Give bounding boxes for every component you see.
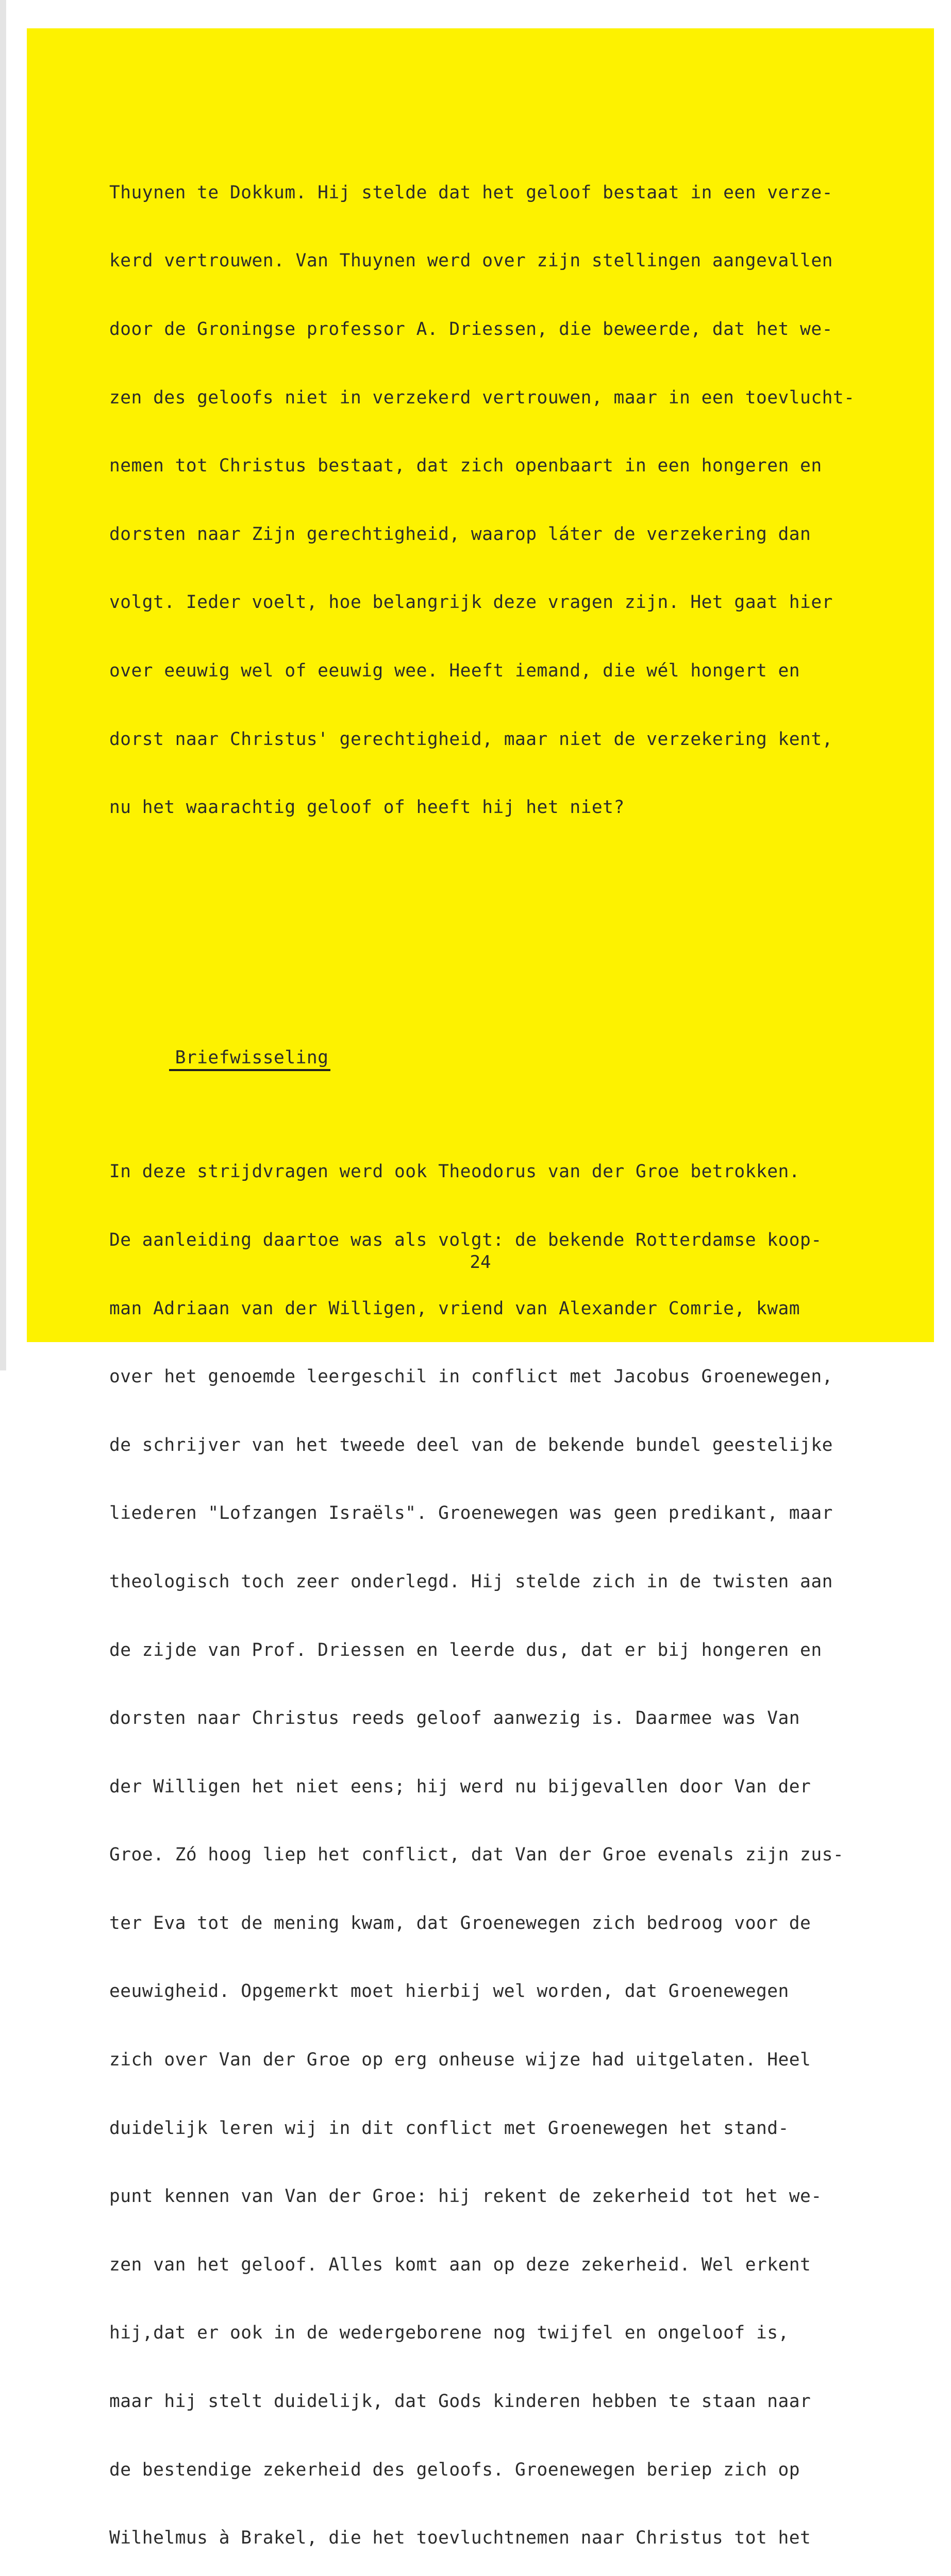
text-line: In deze strijdvragen werd ook Theodorus van der Groe betrokken. <box>109 1161 800 1182</box>
text-line: liederen "Lofzangen Israëls". Groenewegen was geen predikant, maar <box>109 1503 833 1524</box>
text-line: over eeuwig wel of eeuwig wee. Heeft iemand, die wél hongert en <box>109 660 800 681</box>
text-line: nemen tot Christus bestaat, dat zich openbaart in een hongeren en <box>109 455 822 477</box>
text-line: volgt. Ieder voelt, hoe belangrijk deze vragen zijn. Het gaat hier <box>109 592 833 613</box>
text-line: man Adriaan van der Willigen, vriend van Alexander Comrie, kwam <box>109 1298 800 1319</box>
body-text <box>109 90 934 2576</box>
section-heading-line <box>109 1024 934 1069</box>
text-line: zich over Van der Groe op erg onheuse wijze had uitgelaten. Heel <box>109 2049 811 2071</box>
text-line: door de Groningse professor A. Driessen, die beweerde, dat het we- <box>109 319 833 340</box>
text-line: theologisch toch zeer onderlegd. Hij stelde zich in de twisten aan <box>109 1571 833 1592</box>
text-line: de bestendige zekerheid des geloofs. Groenewegen beriep zich op <box>109 2459 800 2480</box>
paragraph-2 <box>109 1115 934 2576</box>
text-line: kerd vertrouwen. Van Thuynen werd over zijn stellingen aangevallen <box>109 250 833 272</box>
text-line: Groe. Zó hoog liep het conflict, dat Van der Groe evenals zijn zus- <box>109 1844 844 1866</box>
text-line: duidelijk leren wij in dit conflict met Groenewegen het stand- <box>109 2117 789 2139</box>
yellow-page <box>27 28 934 2549</box>
heading-underline <box>169 1069 331 1071</box>
text-line: Wilhelmus à Brakel, die het toevluchtnemen naar Christus tot het <box>109 2528 811 2549</box>
text-line: dorst naar Christus' gerechtigheid, maar niet de verzekering kent, <box>109 728 833 750</box>
text-line: zen des geloofs niet in verzekerd vertrouwen, maar in een toevlucht- <box>109 387 855 408</box>
text-line: De aanleiding daartoe was als volgt: de bekende Rotterdamse koop- <box>109 1229 822 1250</box>
text-line: der Willigen het niet eens; hij werd nu bijgevallen door Van der <box>109 1776 811 1797</box>
text-line: hij,dat er ook in de wedergeborene nog twijfel en ongeloof is, <box>109 2323 789 2344</box>
section-heading <box>175 1046 329 1069</box>
page-number: 24 <box>470 1252 491 1273</box>
text-line: punt kennen van Van der Groe: hij rekent de zekerheid tot het we- <box>109 2186 822 2207</box>
text-line: ter Eva tot de mening kwam, dat Groenewegen zich bedroog voor de <box>109 1912 811 1934</box>
text-line: de zijde van Prof. Driessen en leerde dus, dat er bij hongeren en <box>109 1639 822 1660</box>
paragraph-1 <box>109 135 934 864</box>
text-line: over het genoemde leergeschil in conflict met Jacobus Groenewegen, <box>109 1366 833 1387</box>
text-line: eeuwigheid. Opgemerkt moet hierbij wel worden, dat Groenewegen <box>109 1981 789 2002</box>
scan-edge <box>0 0 6 1370</box>
text-line: dorsten naar Zijn gerechtigheid, waarop láter de verzekering dan <box>109 523 811 545</box>
text-line: Thuynen te Dokkum. Hij stelde dat het geloof bestaat in een verze- <box>109 182 833 203</box>
section-heading-text: Briefwisseling <box>175 1047 329 1069</box>
text-line: nu het waarachtig geloof of heeft hij het niet? <box>109 797 625 818</box>
text-line: dorsten naar Christus reeds geloof aanwezig is. Daarmee was Van <box>109 1708 800 1729</box>
paragraph-gap <box>109 933 934 955</box>
text-line: zen van het geloof. Alles komt aan op deze zekerheid. Wel erkent <box>109 2254 811 2275</box>
text-line: de schrijver van het tweede deel van de bekende bundel geestelijke <box>109 1434 833 1455</box>
text-line: maar hij stelt duidelijk, dat Gods kinderen hebben te staan naar <box>109 2391 811 2412</box>
